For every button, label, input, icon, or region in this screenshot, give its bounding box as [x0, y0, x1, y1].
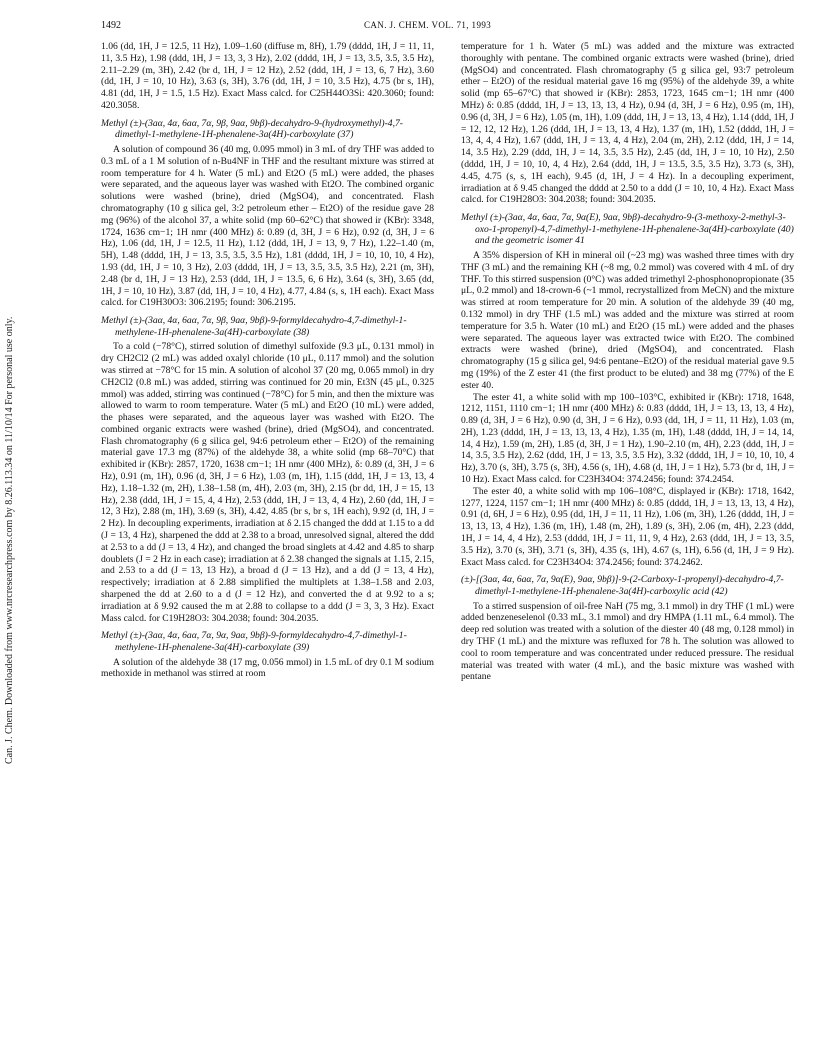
- right-column: [461, 41, 794, 683]
- compound-39-procedure-start: A solution of the aldehyde 38 (17 mg, 0.056 mmol) in 1.5 mL of dry 0.1 M sodium methoxide in methanol was stirred at room: [101, 656, 434, 680]
- compound-42-procedure: To a stirred suspension of oil-free NaH (75 mg, 3.1 mmol) in dry THF (1 mL) were added benzeneselenol (0.33 mL, 3.1 mmol) and dry HMPA (1.11 mL, 6.4 mmol). The deep red solution was treated with a solution of the diester 40 (48 mg, 0.128 mmol) in dry THF (1 mL) and the mixture was refluxed for 78 h. The solution was allowed to cool to room temperature and was concentrated under reduced pressure. The residual material was treated with water (4 mL), and the basic mixture was washed with pentane: [461, 600, 794, 683]
- page-number: 1492: [101, 20, 121, 31]
- running-head: CAN. J. CHEM. VOL. 71, 1993: [364, 20, 492, 30]
- compound-40-procedure: A 35% dispersion of KH in mineral oil (~23 mg) was washed three times with dry THF (3 mL) and the remaining KH (~8 mg, 0.2 mmol) was covered with 4 mL of dry THF. To this stirred suspension (0°C) was added trimethyl 2-phosphonopropionate (35 μL, 0.2 mmol) and 18-crown-6 (~1 mmol, recrystallized from MeCN) and the mixture was stirred at room temperature for 20 min. A solution of the aldehyde 39 (40 mg, 0.132 mmol) in dry THF (1.5 mL) was added and the mixture was stirred at room temperature for 3.5 h. Water (10 mL) and Et2O (15 mL) were added and the phases were separated. The aqueous layer was extracted twice with Et2O. The combined extracts were washed (brine), dried (MgSO4), and concentrated. Flash chromatography (15 g silica gel, 94:6 pentane–Et2O) of the residual material gave 9.5 mg (19%) of the Z ester 41 (the first product to be eluted) and 38 mg (77%) of the E ester 40.: [461, 249, 794, 391]
- compound-39-heading: Methyl (±)-(3aα, 4α, 6aα, 7α, 9α, 9aα, 9bβ)-9-formyldecahydro-4,7-dimethyl-1-methylene-1H-phenalene-3a(4H)-carboxylate (39): [101, 630, 407, 654]
- ester-40-data: The ester 40, a white solid with mp 106–108°C, displayed ir (KBr): 1718, 1642, 1277, 1224, 1157 cm−1; 1H nmr (400 MHz) δ: 0.85 (dddd, 1H, J = 13, 13, 13, 4 Hz), 0.91 (d, 6H, J = 6 Hz), 0.95 (dd, 1H, J = 11, 11 Hz), 1.06 (m, 3H), 1.26 (dddd, 1H, J = 13, 13, 13, 4 Hz), 1.36 (m, 1H), 1.48 (m, 2H), 1.89 (s, 3H), 2.06 (m, 4H), 2.23 (ddd, 1H, J = 14, 4, 4 Hz), 2.53 (dddd, 1H, J = 11, 11, 9, 4 Hz), 2.63 (ddd, 1H, J = 13, 3.5, 3.5 Hz), 3.70 (s, 3H), 3.71 (s, 3H), 4.35 (s, 1H), 4.67 (s, 1H), 6.56 (d, 1H, J = 9 Hz). Exact Mass calcd. for C23H34O4: 374.2456; found: 374.2462.: [461, 485, 794, 568]
- compound-39-procedure-continued: temperature for 1 h. Water (5 mL) was added and the mixture was extracted thoroughly with pentane. The combined organic extracts were washed (brine), dried (MgSO4) and concentrated. Flash chromatography (5 g silica gel, 93:7 petroleum ether – Et2O) of the residual material gave 16 mg (95%) of the aldehyde 39, a white solid (mp 65–67°C) that showed ir (KBr): 2853, 1723, 1645 cm−1; 1H nmr (400 MHz) δ: 0.85 (dddd, 1H, J = 13, 13, 13, 4 Hz), 0.94 (d, 3H, J = 6 Hz), 0.95 (m, 1H), 0.96 (d, 3H, J = 6 Hz), 1.05 (m, 1H), 1.09 (ddd, 1H, J = 13, 13, 4 Hz), 1.14 (ddd, 1H, J = 12, 12, 12 Hz), 1.26 (ddd, 1H, J = 13, 13, 4 Hz), 1.37 (m, 1H), 1.52 (dddd, 1H, J = 13, 4, 4, 4 Hz), 1.67 (ddd, 1H, J = 13, 4, 4 Hz), 2.04 (m, 2H), 2.12 (ddd, 1H, J = 14, 14, 3.5 Hz), 2.29 (ddd, 1H, J = 14, 3.5, 3.5 Hz), 2.45 (dd, 1H, J = 10, 10 Hz), 2.50 (dddd, 1H, J = 10, 10, 4, 4 Hz), 2.64 (ddd, 1H, J = 13.5, 3.5, 3.5 Hz), 3.73 (s, 3H), 4.45, 4.75 (s, s, 1H each), 9.45 (d, 1H, J = 4 Hz). In a decoupling experiment, irradiation at δ 9.45 changed the dddd at 2.50 to a ddd (J = 10, 10, 4 Hz). Exact Mass calcd. for C19H28O3: 304.2038; found: 304.2035.: [461, 41, 794, 206]
- paragraph-continued: 1.06 (dd, 1H, J = 12.5, 11 Hz), 1.09–1.60 (diffuse m, 8H), 1.79 (dddd, 1H, J = 11, 11, 11, 3.5 Hz), 1.98 (ddd, 1H, J = 13, 3, 3 Hz), 2.02 (dddd, 1H, J = 13, 3.5, 3.5, 3.5 Hz), 2.11–2.29 (m, 3H), 2.42 (br d, 1H, J = 12 Hz), 2.52 (ddd, 1H, J = 13, 6, 7 Hz), 3.60 (dd, 1H, J = 10, 10 Hz), 3.63 (s, 3H), 3.76 (dd, 1H, J = 10, 3.5 Hz), 4.75 (br s, 1H), 4.81 (dd, 1H, J = 1.5, 1.5 Hz). Exact Mass calcd. for C25H44O3Si: 420.3060; found: 420.3058.: [101, 41, 434, 111]
- download-margin-note: Can. J. Chem. Downloaded from www.nrcresearchpress.com by 8.26.113.34 on 11/10/14 For personal use only.: [4, 316, 15, 764]
- compound-37-heading: Methyl (±)-(3aα, 4α, 6aα, 7α, 9β, 9aα, 9bβ)-decahydro-9-(hydroxymethyl)-4,7-dimethyl-1-methylene-1H-phenalene-3a(4H)-carboxylate (37): [101, 117, 403, 141]
- compound-40-heading: Methyl (±)-(3aα, 4α, 6aα, 7α, 9α(E), 9aα, 9bβ)-decahydro-9-(3-methoxy-2-methyl-3-oxo-1-propenyl)-4,7-dimethyl-1-methylene-1H-phenalene-3a(4H)-carboxylate (40) and the geometric isomer 41: [461, 212, 794, 247]
- left-column: [101, 41, 434, 680]
- compound-42-heading: (±)-[(3aα, 4α, 6aα, 7α, 9α(E), 9aα, 9bβ)]-9-(2-Carboxy-1-propenyl)-decahydro-4,7-dimethyl-1-methylene-1H-phenalene-3a(4H)-carboxylic acid (42): [461, 574, 784, 598]
- compound-38-heading: Methyl (±)-(3aα, 4α, 6aα, 7α, 9β, 9aα, 9bβ)-9-formyldecahydro-4,7-dimethyl-1-methylene-1H-phenalene-3a(4H)-carboxylate (38): [101, 315, 407, 338]
- compound-37-procedure: A solution of compound 36 (40 mg, 0.095 mmol) in 3 mL of dry THF was added to 0.3 mL of a 1 M solution of n-Bu4NF in THF and the resultant mixture was stirred at room temperature for 4 h. Water (5 mL) and Et2O (5 mL) were added, the phases were separated, and the aqueous layer was washed with Et2O. The combined organic solutions were washed (brine), dried (MgSO4), and concentrated. Flash chromatography (10 g silica gel, 3:2 petroleum ether – Et2O) of the residue gave 28 mg (96%) of the alcohol 37, a white solid (mp 60–62°C) that showed ir (KBr): 3348, 1724, 1636 cm−1; 1H nmr (400 MHz) δ: 0.89 (d, 3H, J = 6 Hz), 0.92 (d, 3H, J = 6 Hz), 1.06 (dd, 1H, J = 12.5, 11 Hz), 1.12 (ddd, 1H, J = 13, 9, 7 Hz), 1.22–1.40 (m, 5H), 1.48 (dddd, 1H, J = 13, 3.5, 3.5, 3.5 Hz), 1.81 (dddd, 1H, J = 10, 10, 10, 4 Hz), 1.93 (dd, 1H, J = 10, 3 Hz), 2.03 (dddd, 1H, J = 13, 3.5, 3.5, 3.5 Hz), 2.21 (m, 3H), 2.48 (br d, 1H, J = 13 Hz), 2.53 (ddd, 1H, J = 13.5, 6, 6 Hz), 3.64 (s, 3H), 3.65 (dd, 1H, J = 10, 10 Hz), 3.87 (dd, 1H, J = 10, 4 Hz), 4.77, 4.84 (s, s, 1H each). Exact Mass calcd. for C19H30O3: 306.2195; found: 306.2195.: [101, 143, 434, 309]
- compound-38-procedure: To a cold (−78°C), stirred solution of dimethyl sulfoxide (9.3 μL, 0.131 mmol) in dry CH2Cl2 (2 mL) was added oxalyl chloride (10 μL, 0.117 mmol) and the solution was stirred at −78°C for 15 min. A solution of alcohol 37 (20 mg, 0.065 mmol) in dry CH2Cl2 (0.8 mL) was added, stirring was continued for 20 min, Et3N (45 μL, 0.325 mmol) was added, stirring was continued (−78°C) for 5 min, and then the mixture was allowed to warm to room temperature. Water (5 mL) and Et2O (10 mL) were added, the phases were separated, and the aqueous layer was washed with Et2O. The combined organic extracts were washed (brine), dried (MgSO4), and concentrated. Flash chromatography (6 g silica gel, 94:6 petroleum ether – Et2O) of the remaining material gave 17.3 mg (87%) of the aldehyde 38, a white solid (mp 68–70°C) that exhibited ir (KBr): 2857, 1720, 1638 cm−1; 1H nmr (400 MHz), δ: 0.89 (d, 3H, J = 6 Hz), 0.91 (m, 1H), 0.96 (d, 3H, J = 6 Hz), 1.03 (m, 1H), 1.15 (ddd, 1H, J = 13, 13, 4 Hz), 1.18–1.32 (m, 2H), 1.38–1.58 (m, 4H), 2.03 (m, 3H), 2.15 (br dd, 1H, J = 15, 13 Hz), 2.38 (ddd, 1H, J = 15, 4, 4 Hz), 2.53 (ddd, 1H, J = 13, 4, 4 Hz), 2.60 (dd, 1H, J = 12, 3 Hz), 2.88 (m, 1H), 3.69 (s, 3H), 4.42, 4.85 (br s, br s, 1H each), 9.92 (d, 1H, J = 2 Hz). In decoupling experiments, irradiation at δ 2.15 changed the ddd at 1.15 to a dd (J = 13, 4 Hz), sharpened the ddd at 2.38 to a broad, unresolved signal, altered the ddd at 2.53 to a dd (J = 13, 4 Hz), and changed the broad singlets at 4.42 and 4.85 to sharp doublets (J = 2 Hz in each case); irradiation at δ 2.38 changed the signals at 1.15, 2.15, and 2.53 to a dd (J = 13, 13 Hz), a broad d (J = 13 Hz), and a dd (J = 13, 4 Hz), respectively; irradiation at δ 2.88 simplified the multiplets at 1.38–1.58 and 2.03, sharpened the dd at 2.60 to a d (J = 12 Hz), and converted the d at 9.92 to a s; irradiation at δ 9.92 caused the m at 2.88 to collapse to a ddd (J = 3, 3, 3 Hz). Exact Mass calcd. for C19H28O3: 304.2038; found: 304.2035.: [101, 341, 434, 624]
- ester-41-data: The ester 41, a white solid with mp 100–103°C, exhibited ir (KBr): 1718, 1648, 1212, 1151, 1110 cm−1; 1H nmr (400 MHz) δ: 0.83 (dddd, 1H, J = 13, 13, 13, 4 Hz), 0.89 (d, 3H, J = 6 Hz), 0.90 (d, 3H, J = 6 Hz), 0.93 (dd, 1H, J = 11, 11 Hz), 1.03 (m, 2H), 1.23 (dddd, 1H, J = 13, 13, 13, 4 Hz), 1.35 (m, 1H), 1.48 (dddd, 1H, J = 14, 14, 14, 4 Hz), 1.59 (m, 2H), 1.85 (d, 3H, J = 1 Hz), 1.90–2.10 (m, 4H), 2.23 (ddd, 1H, J = 14, 3.5, 3.5 Hz), 2.62 (ddd, 1H, J = 13, 3.5, 3.5 Hz), 3.32 (dddd, 1H, J = 10, 10, 10, 4 Hz), 3.70 (s, 3H), 3.75 (s, 3H), 4.56 (s, 1H), 4.68 (d, 1H, J = 1 Hz), 5.73 (br d, 1H, J = 10 Hz). Exact Mass calcd. for C23H34O4: 374.2456; found: 374.2454.: [461, 391, 794, 486]
